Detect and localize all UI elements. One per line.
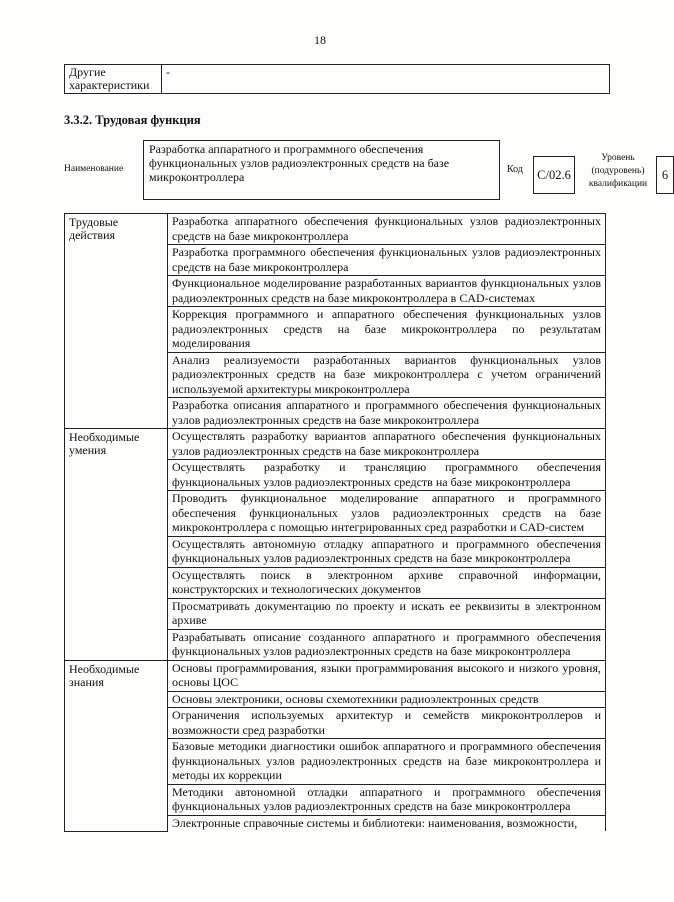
page-number: 18 (314, 33, 326, 47)
required-knowledge-item: Ограничения используемых архитектур и семейств микроконтроллеров и возможности сред разработки (168, 708, 606, 739)
code-label: Код (507, 164, 523, 175)
labor-actions-label: Трудовые действия (65, 214, 168, 429)
section-title: 3.3.2. Трудовая функция (64, 113, 201, 127)
required-skills-item: Осуществлять разработку и трансляцию программного обеспечения функциональных узлов радиоэлектронных средств на базе микроконтроллера (168, 460, 606, 491)
required-skills-item: Осуществлять поиск в электронном архиве справочной информации, конструкторских и технологических документов (168, 567, 606, 598)
function-name: Разработка аппаратного и программного обеспечения функциональных узлов радиоэлектронных средств на базе микроконтроллера (143, 140, 500, 200)
labor-actions-item: Разработка аппаратного обеспечения функциональных узлов радиоэлектронных средств на базе микроконтроллера (168, 214, 606, 245)
required-skills-item: Осуществлять разработку вариантов аппаратного обеспечения функциональных узлов радиоэлектронных средств на базе микроконтроллера (168, 429, 606, 460)
labor-actions-item: Разработка описания аппаратного и программного обеспечения функциональных узлов радиоэлектронных средств на базе микроконтроллера (168, 398, 606, 429)
labor-actions-item: Коррекция программного и аппаратного обеспечения функциональных узлов радиоэлектронных средств на базе микроконтроллера по результатам моделирования (168, 307, 606, 353)
required-skills-item: Просматривать документацию по проекту и искать ее реквизиты в электронном архиве (168, 598, 606, 629)
labor-actions-item: Анализ реализуемости разработанных вариантов функциональных узлов радиоэлектронных средств на базе микроконтроллера с учетом ограничений используемой архитектуры микроконтроллера (168, 352, 606, 398)
name-label: Наименование (64, 164, 124, 174)
labor-actions-item: Разработка программного обеспечения функциональных узлов радиоэлектронных средств на базе микроконтроллера (168, 245, 606, 276)
table-row (65, 65, 610, 94)
function-code: С/02.6 (533, 156, 575, 194)
table-row (65, 214, 606, 245)
required-skills-item: Проводить функциональное моделирование аппаратного и программного обеспечения функциональных узлов радиоэлектронных средств на базе микроконтроллера с помощью интегрированных сред разработки и CAD-систем (168, 491, 606, 537)
required-skills-label: Необходимые умения (65, 429, 168, 661)
required-skills-item: Разрабатывать описание созданного аппаратного и программного обеспечения функциональных узлов радиоэлектронных средств на базе микроконтроллера (168, 629, 606, 660)
table-row (65, 429, 606, 460)
function-header (64, 139, 669, 203)
other-characteristics-table (64, 64, 610, 94)
other-characteristics-value: - (162, 65, 610, 94)
labor-actions-item: Функциональное моделирование разработанных вариантов функциональных узлов радиоэлектронных средств на базе микроконтроллера в CAD-системах (168, 276, 606, 307)
required-knowledge-item: Основы электроники, основы схемотехники радиоэлектронных средств (168, 691, 606, 708)
function-details-table (64, 213, 606, 832)
required-knowledge-item: Базовые методики диагностики ошибок аппаратного и программного обеспечения функциональных узлов радиоэлектронных средств на базе микроконтроллера и методы их коррекции (168, 739, 606, 785)
qualification-level: 6 (656, 156, 674, 194)
required-knowledge-item: Основы программирования, языки программирования высокого и низкого уровня, основы ЦОС (168, 660, 606, 691)
table-row (65, 660, 606, 691)
other-characteristics-label: Другие характеристики (65, 65, 162, 94)
required-knowledge-item: Электронные справочные системы и библиотеки: наименования, возможности, (168, 815, 606, 831)
required-knowledge-item: Методики автономной отладки аппаратного и программного обеспечения функциональных узлов радиоэлектронных средств на базе микроконтроллера (168, 784, 606, 815)
required-skills-item: Осуществлять автономную отладку аппаратного и программного обеспечения функциональных узлов радиоэлектронных средств на базе микроконтроллера (168, 536, 606, 567)
required-knowledge-label: Необходимые знания (65, 660, 168, 831)
level-label: Уровень (подуровень) квалификации (588, 153, 648, 189)
